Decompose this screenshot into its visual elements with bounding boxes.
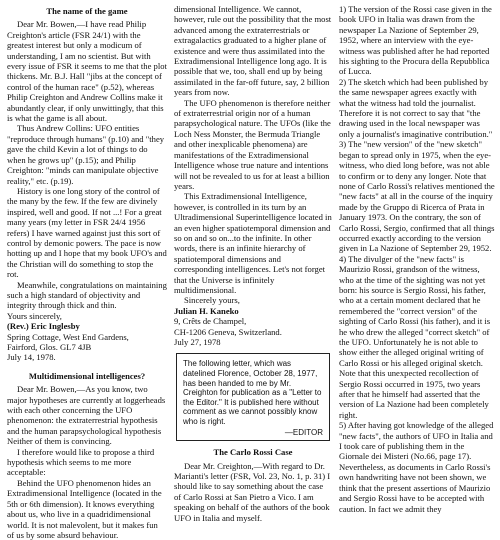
column-middle (174, 4, 332, 523)
numbered-point: 2) The sketch which had been published by the same newspaper agrees exactly with what the witness had told the journalist. Therefore it is not correct to say that "the drawing used in the local newspaper was only a journalist's imaginative contribution." (339, 76, 493, 139)
letter2-closing: Sincerely yours, (184, 295, 240, 306)
letter2-paragraph: dimensional Intelligence. We cannot, however, rule out the possibility that the most advanced among the extraterrestrials or extragalactics graduated to a higher plane of existence and were thus assimilated into the Extradimensional Intelligence long ago. It is possible that we, too, shall end up by being assimilated in the far-off future, say, 2 billion years from now. (174, 4, 332, 98)
letter1-paragraph: Dear Mr. Bowen,—I have read Philip Creighton's article (FSR 24/1) with the greatest interest but only a modicum of understanding, I am no scientist. But with every issue of FSR it seems to me that the plot thickens. Mr. B.J. Hall "jibs at the concept of control of the human race" (p.52), whereas Philip Creighton and Andrew Collins make it abundantly clear, if only unwittingly, that this is what the game is all about. (7, 19, 167, 124)
letter2-paragraph: Dear Mr. Bowen,—As you know, two major hypotheses are currently at loggerheads with each other concerning the UFO phenomenon: the extraterrestrial hypothesis and the human parapsychological hypothesis Neither of them is convincing. (7, 384, 166, 447)
editor-note-box (176, 353, 330, 441)
letter2-paragraph: This Extradimensional Intelligence, however, is controlled in its turn by an Ultradimensional Superintelligence located in an even higher spatiotemporal dimension and so on and so on...to the infinite. In other words, there is an infinite hierarchy of spatiotemporal dimensions and corresponding intelligences. Let's not forget that the Universe is infinitely multidimensional. (174, 191, 332, 295)
column-left (7, 4, 167, 540)
letter2-paragraph: I therefore would like to propose a third hypothesis which seems to me more acceptable: (7, 446, 155, 478)
letter3-heading: The Carlo Rossi Case (213, 447, 293, 458)
letter2-paragraph: Behind the UFO phenomenon hides an Extradimensional Intelligence (located in the 5th or 6th dimension). It knows everything about us, who live in a quadridimensional world. It is not malevolent, but it makes fun of us by some absurd behaviour. (7, 477, 162, 540)
editor-note-text: The following letter, which was datelined Florence, October 28, 1977, has been handed to me by Mr. Creighton for publication as a "Letter to the Editor." It is published here without comment as we cannot possibly know who is right. (183, 359, 322, 426)
letter2-address: CH-1206 Geneva, Switzerland. (174, 326, 282, 337)
letter1-paragraph: Thus Andrew Collins: UFO entities "reproduce through humans" (p.10) and "they gave the child Kevin a lot of things to do when he grows up" (p.15); and Philip Creighton: "minds can manipulate objective reality," etc. (p.19). (7, 123, 165, 186)
letter1-date: July 14, 1978. (7, 352, 56, 363)
letter1-closing: Yours sincerely, (7, 310, 62, 321)
letter1-author: (Rev.) Eric Inglesby (7, 321, 80, 332)
editor-note-signature: —EDITOR (284, 427, 323, 437)
letter2-author: Julian H. Kaneko (174, 305, 239, 316)
letter2-address: 9, Crêts de Champel, (174, 316, 247, 327)
numbered-point: 5) After having got knowledge of the alleged "new facts", the authors of UFO in Italia and I took care of publishing them in the Giornale dei Misteri (No.66, page 17). Nevertheless, as documents in Carlo Rossi's own handwriting have not been shown, we think that the present assertions of Maurizio and Sergio Rossi have to be accepted with caution. In fact we admit they (339, 420, 494, 514)
letter1-paragraph: History is one long story of the control of the many by the few. If the few are divinely inspired, well and good. If not ...! For a great many years (my letter in FSR 24/4 1956 refers) I have warned against just this sort of control by demonic powers. The pace is now hotting up and I hope that my book UFO's and the Christian will do something to stop the rot. (7, 185, 167, 280)
letter1-address: Fairford, Glos. GL7 4JB (7, 342, 92, 352)
letter2-heading: Multidimensional intelligences? (28, 370, 146, 381)
letter2-date: July 27, 1978 (174, 337, 221, 347)
numbered-point: 1) The version of the Rossi case given in the book UFO in Italia was drawn from the newspaper La Nazione of September 29, 1952, where an interview with the eye-witness was published after he had reported his sighting to the Procura della Repubblica of Lucca. (339, 4, 492, 77)
letter1-heading: The name of the game (46, 6, 128, 16)
letter1-paragraph: Meanwhile, congratulations on maintaining such a high standard of objectivity and integrity through thick and thin. (7, 279, 167, 311)
column-right (339, 4, 495, 514)
numbered-point: 4) The divulger of the "new facts" is Maurizio Rossi, grandson of the witness, who at the time of the sighting was not yet born: his source is Sergio Rossi, his father, who at a certain moment declared that he remembered the "correct version" of the sighting of Carlo Rossi (his father), and it is he who drew the alleged "correct sketch" of the UFO. Unfortunately he is not able to show either the alleged original writing of Carlo Rossi or his alleged original sketch. Note that this unexpected recollection of Sergio Rossi occurred in 1975, two years after that he himself had asserted that the version of La Nazione had been completely right. (339, 253, 491, 420)
letter2-paragraph: The UFO phenomenon is therefore neither of extraterrestrial origin nor of a human parapsychological nature. The UFOs (like the Loch Ness Monster, the Bermuda Triangle and other inexplicable phenomena) are manifestations of the Extradimensional Intelligence whose true nature and intentions will not be revealed to us for at least a billion years. (174, 97, 331, 191)
letter3-paragraph: Dear Mr. Creighton,—With regard to Dr. Marianti's letter (FSR, Vol. 23, No. 1, p. 31) I should like to say something about the case of Carlo Rossi at San Pietro a Vico. I am speaking on behalf of the authors of the book UFO in Italia and myself. (174, 460, 331, 523)
letter1-address: Spring Cottage, West End Gardens, (7, 331, 129, 342)
numbered-point: 3) The "new version" of the "new sketch" began to spread only in 1975, when the eye-witness, who died long before, was not able to confirm or to deny any longer. Note that none of Carlo Rossi's relatives mentioned the "new facts" at all in the course of the inquiry made by the Gruppo di Ricerca of Prata in January 1973. On the contrary, the son of Carlo Rossi, Sergio, confirmed that all things occurred exactly according to the version given in La Nazione of September 29, 1952. (339, 139, 495, 254)
